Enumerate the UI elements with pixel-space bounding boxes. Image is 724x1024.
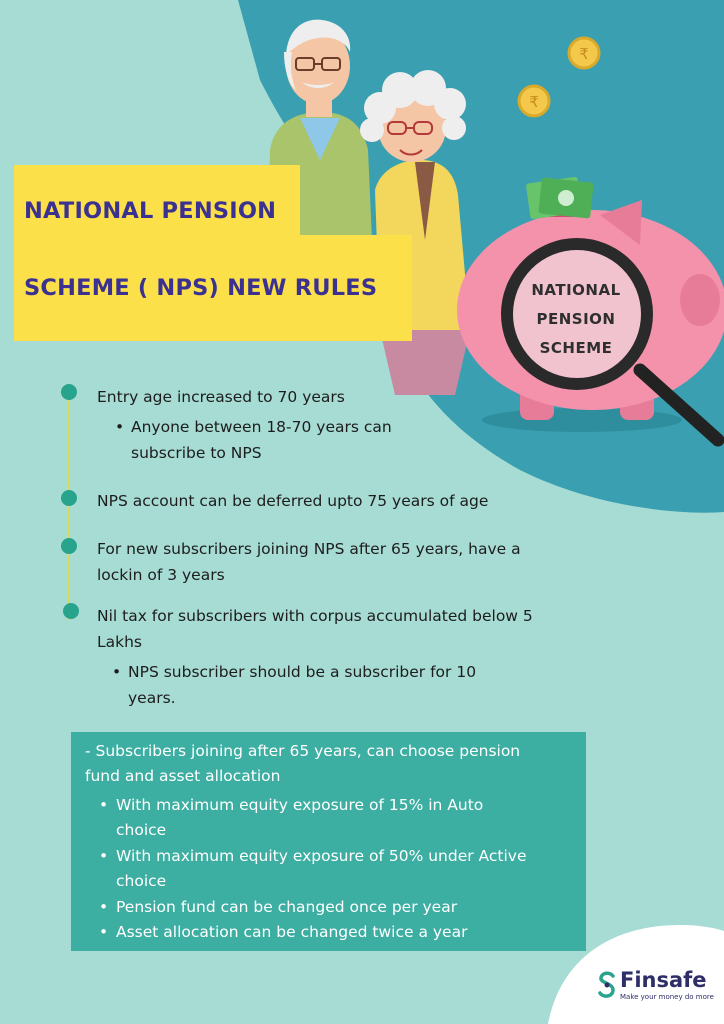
coin-symbol: ₹ [579,45,589,63]
info-box-item-line: • Pension fund can be changed once per year [116,898,458,916]
bullet-entry-age: Entry age increased to 70 years [97,388,345,406]
coin-icon [569,38,599,68]
elderly-woman-figure [360,70,470,395]
bullet-lockin-line: For new subscribers joining NPS after 65 years, have a [97,540,521,558]
bullet-nil-tax-line: Lakhs [97,633,143,651]
sub-bullet-continuation: years. [128,689,176,707]
info-box-item [116,895,576,920]
finsafe-logo[interactable] [592,966,722,1024]
sub-bullet-line: • NPS subscriber should be a subscriber for 10 [128,659,476,685]
sub-bullet-continuation: subscribe to NPS [131,444,262,462]
info-box-intro-line: fund and asset allocation [85,767,281,785]
timeline-dot [63,603,79,619]
coin-icon [519,86,549,116]
info-box-item [116,793,576,843]
brand-tagline: Make your money do more [620,993,714,1001]
bullet-deferral: NPS account can be deferred upto 75 years of age [97,492,489,510]
info-box-item-line: • With maximum equity exposure of 50% under Active [116,847,527,865]
info-box-item-line: • With maximum equity exposure of 15% in Auto [116,796,484,814]
sub-bullet-line: • Anyone between 18-70 years can [131,414,392,440]
page-title-line-2: SCHEME ( NPS) NEW RULES [24,275,378,301]
magnifier-label-line: NATIONAL [531,281,621,299]
info-box-item [116,844,576,894]
bullet-lockin-line: lockin of 3 years [97,566,225,584]
coin-symbol: ₹ [529,93,539,111]
info-box-intro [85,739,575,789]
info-box-item-line: choice [116,821,167,839]
info-box-item-line: • Asset allocation can be changed twice a year [116,923,468,941]
magnifier-label-line: PENSION [536,310,616,328]
timeline-dot [61,384,77,400]
timeline-dot [61,538,77,554]
brand-name: Finsafe [620,968,707,992]
info-box-intro-line: - Subscribers joining after 65 years, can choose pension [85,742,521,760]
magnifier-label-line: SCHEME [539,339,613,357]
page-title-line-1: NATIONAL PENSION [24,198,277,224]
info-box-item [116,920,576,945]
magnifier-label [512,276,640,363]
info-box-item-line: choice [116,872,167,890]
finsafe-logo-icon [596,970,618,1000]
bullet-nil-tax-line: Nil tax for subscribers with corpus accumulated below 5 [97,607,533,625]
timeline-dot [61,490,77,506]
